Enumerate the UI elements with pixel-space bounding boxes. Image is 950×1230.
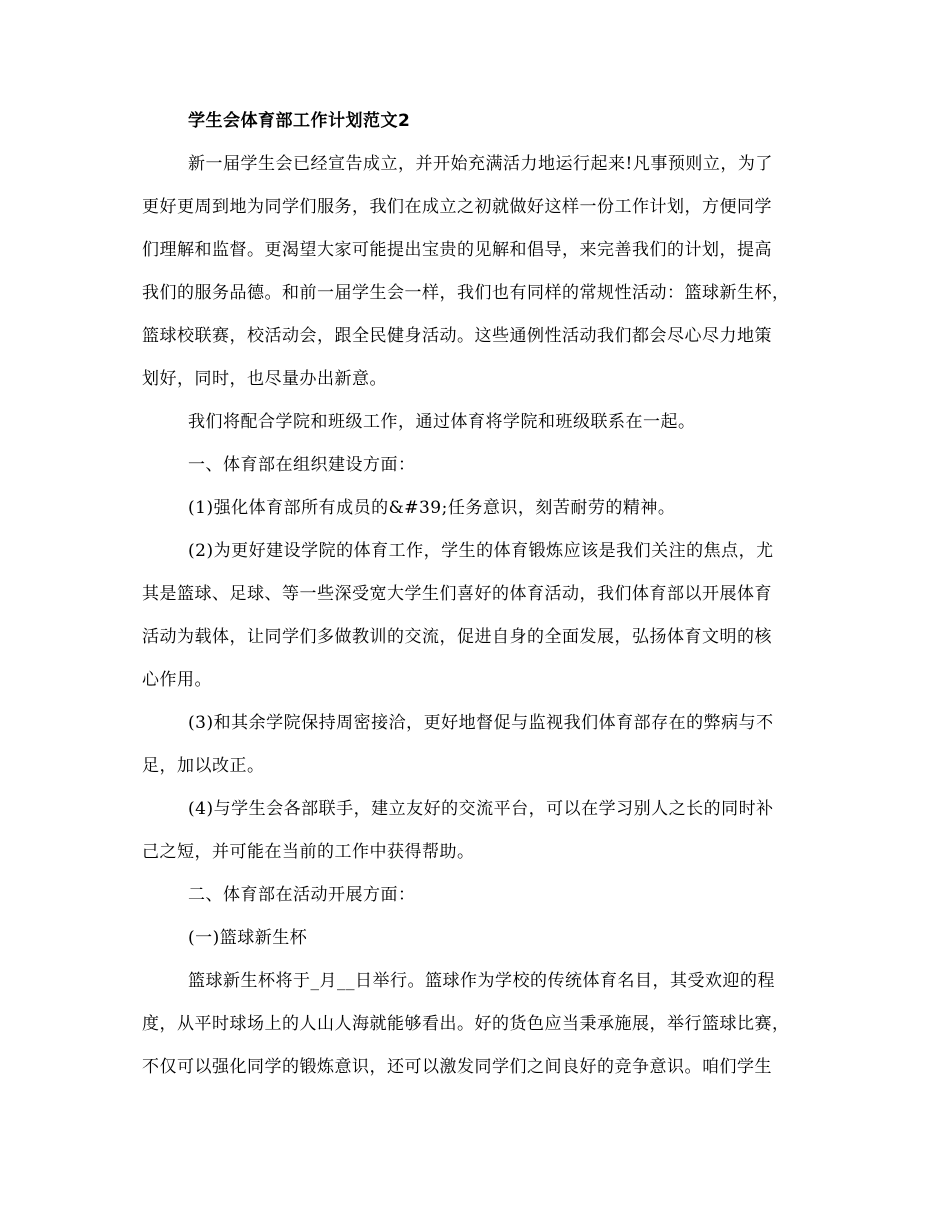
paragraph-line: 我们的服务品德。和前一届学生会一样，我们也有同样的常规性活动：篮球新生杯， [142, 283, 790, 303]
paragraph-line: 一、体育部在组织建设方面： [188, 455, 416, 475]
paragraph-line: (4)与学生会各部联手，建立友好的交流平台，可以在学习别人之长的同时补 [188, 799, 774, 819]
paragraph-line: 划好，同时，也尽量办出新意。 [142, 369, 387, 389]
paragraph-line: 其是篮球、足球、等一些深受宽大学生们喜好的体育活动，我们体育部以开展体育 [142, 584, 772, 604]
paragraph-line: 们理解和监督。更渴望大家可能提出宝贵的见解和倡导，来完善我们的计划，提高 [142, 240, 772, 260]
paragraph [142, 917, 820, 960]
paragraph-line: (一)篮球新生杯 [188, 928, 308, 948]
paragraph [142, 702, 820, 788]
paragraph [142, 874, 820, 917]
paragraph-line: 新一届学生会已经宣告成立，并开始充满活力地运行起来!凡事预则立，为了 [188, 154, 773, 174]
paragraph-line: 不仅可以强化同学的锻炼意识，还可以激发同学们之间良好的竞争意识。咱们学生 [142, 1057, 772, 1077]
document-title: 学生会体育部工作计划范文2 [188, 111, 411, 131]
paragraph-line: 更好更周到地为同学们服务，我们在成立之初就做好这样一份工作计划，方便同学 [142, 197, 772, 217]
paragraph-line: 度，从平时球场上的人山人海就能够看出。好的货色应当秉承施展，举行篮球比赛， [142, 1014, 790, 1034]
paragraph-line: 活动为载体，让同学们多做教训的交流，促进自身的全面发展，弘扬体育文明的核 [142, 627, 772, 647]
document-body [142, 100, 820, 1089]
paragraph-line: 篮球校联赛，校活动会，跟全民健身活动。这些通例性活动我们都会尽心尽力地策 [142, 326, 772, 346]
paragraph-line: 心作用。 [142, 670, 212, 690]
paragraph [142, 788, 820, 874]
paragraph-list [142, 143, 820, 1089]
paragraph [142, 444, 820, 487]
paragraph-line: 篮球新生杯将于_月__日举行。篮球作为学校的传统体育名目，其受欢迎的程 [188, 971, 775, 991]
paragraph-line: (1)强化体育部所有成员的&#39;任务意识，刻苦耐劳的精神。 [188, 498, 676, 518]
paragraph-line: 我们将配合学院和班级工作，通过体育将学院和班级联系在一起。 [188, 412, 696, 432]
paragraph-line: 己之短，并可能在当前的工作中获得帮助。 [142, 842, 475, 862]
paragraph-line: (3)和其余学院保持周密接洽，更好地督促与监视我们体育部存在的弊病与不 [188, 713, 774, 733]
paragraph-line: 二、体育部在活动开展方面： [188, 885, 416, 905]
paragraph [142, 143, 820, 401]
paragraph [142, 401, 820, 444]
paragraph [142, 487, 820, 530]
paragraph [142, 960, 820, 1089]
paragraph-line: 足，加以改正。 [142, 756, 265, 776]
paragraph-line: (2)为更好建设学院的体育工作，学生的体育锻炼应该是我们关注的焦点，尤 [188, 541, 774, 561]
paragraph [142, 530, 820, 702]
